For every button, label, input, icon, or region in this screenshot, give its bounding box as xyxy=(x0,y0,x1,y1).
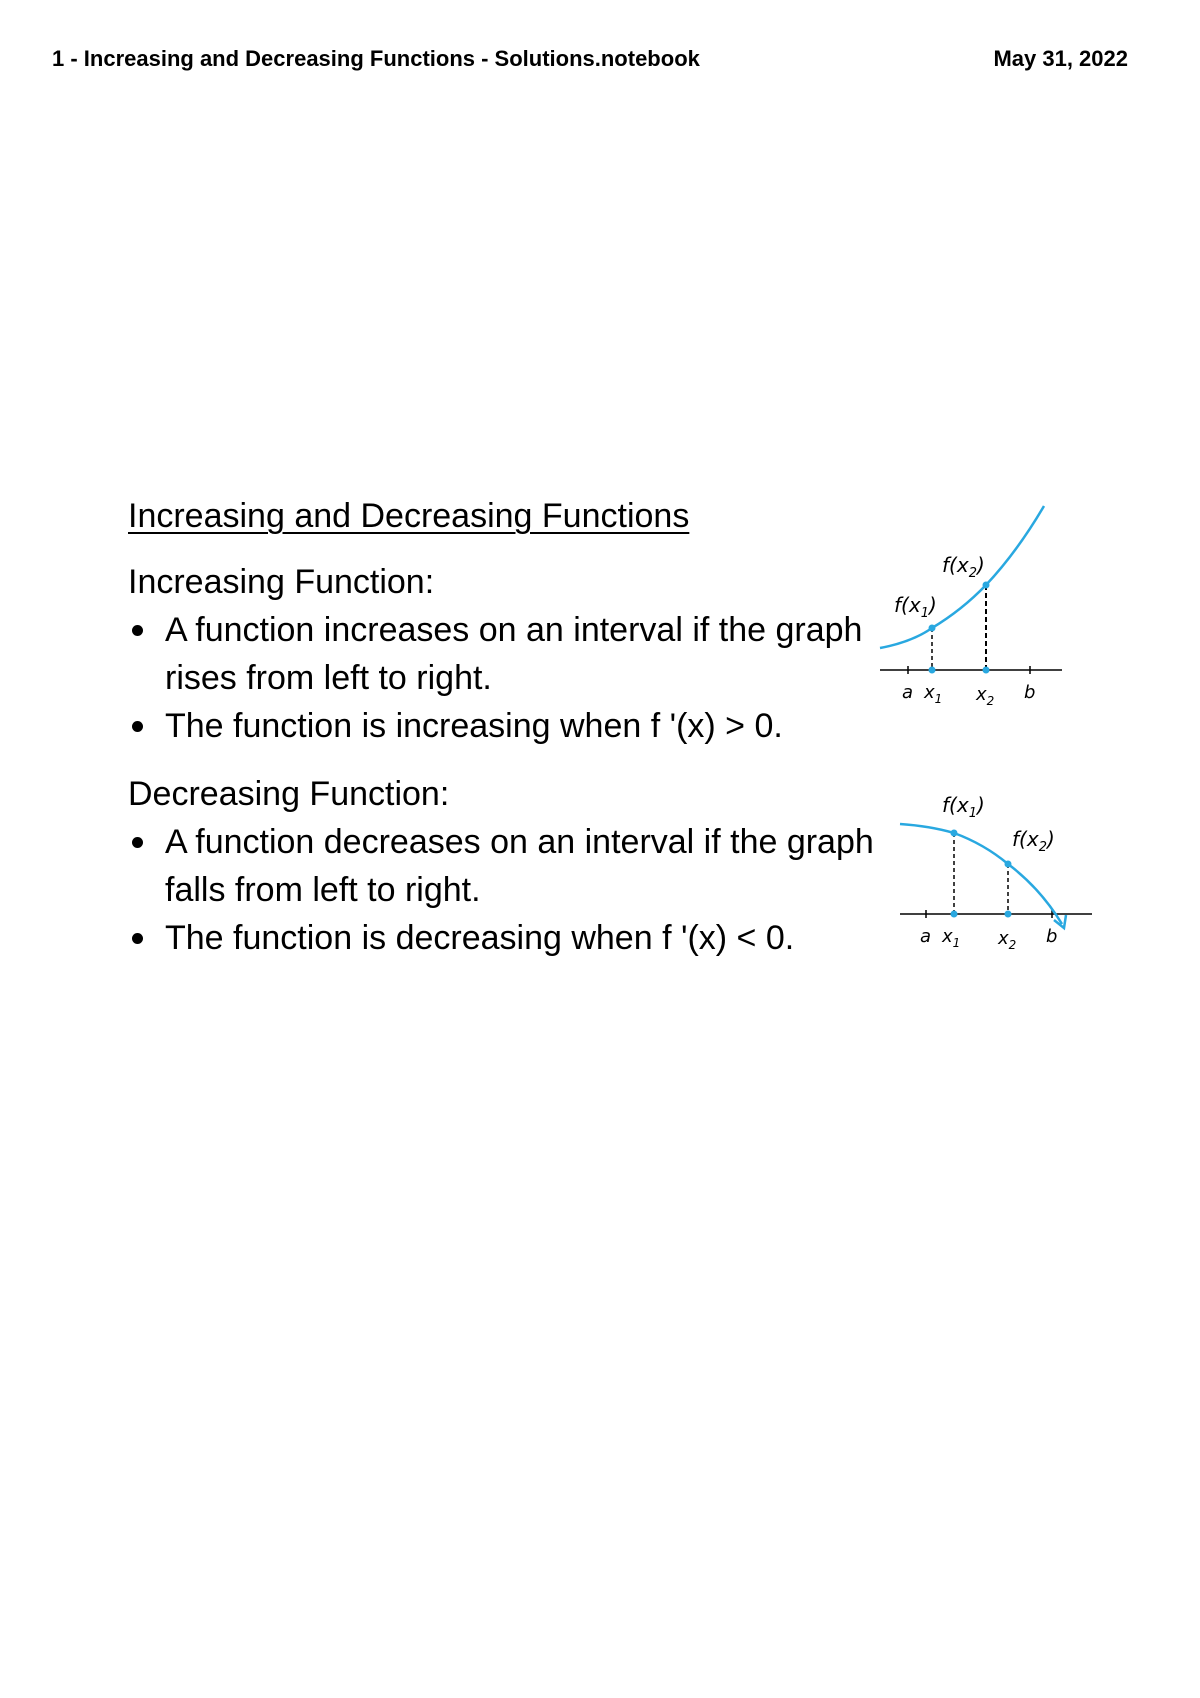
label-x2: $x_2$ xyxy=(998,928,1017,952)
notes-content xyxy=(128,492,888,962)
list-item xyxy=(128,702,888,750)
bullet-text: A function increases on an interval if the graph rises from left to right. xyxy=(165,611,863,697)
bullet-icon xyxy=(132,721,143,732)
point-x1 xyxy=(929,667,936,674)
label-x1: $x_1$ xyxy=(924,682,943,706)
decreasing-function-graph xyxy=(892,790,1104,960)
label-fx1: $f(x_1)$ xyxy=(894,593,937,621)
point-x1 xyxy=(951,911,958,918)
label-a: a xyxy=(902,682,914,703)
point-fx1 xyxy=(951,830,958,837)
list-item xyxy=(128,818,888,914)
point-fx1 xyxy=(929,625,936,632)
point-x2 xyxy=(1005,911,1012,918)
decreasing-heading: Decreasing Function: xyxy=(128,775,450,813)
notebook-date: May 31, 2022 xyxy=(993,46,1128,71)
bullet-text: The function is decreasing when f '(x) < 0. xyxy=(165,919,795,957)
increasing-function-graph xyxy=(872,496,1072,716)
bullet-text: The function is increasing when f '(x) > 0. xyxy=(165,707,783,745)
decreasing-bullet-list xyxy=(128,818,888,962)
increasing-bullet-list xyxy=(128,606,888,750)
bullet-icon xyxy=(132,933,143,944)
label-fx2: $f(x_2)$ xyxy=(942,553,985,581)
list-item xyxy=(128,606,888,702)
bullet-icon xyxy=(132,837,143,848)
section-spacer xyxy=(128,750,888,770)
increasing-curve xyxy=(880,506,1044,648)
bullet-text: A function decreases on an interval if the graph falls from left to right. xyxy=(165,823,874,909)
page-title: Increasing and Decreasing Functions xyxy=(128,497,690,535)
page-header xyxy=(52,46,1128,76)
point-x2 xyxy=(983,667,990,674)
label-fx1: $f(x_1)$ xyxy=(942,793,985,821)
label-b: b xyxy=(1046,926,1058,947)
list-item xyxy=(128,914,888,962)
point-fx2 xyxy=(983,582,990,589)
increasing-heading: Increasing Function: xyxy=(128,563,435,601)
bullet-icon xyxy=(132,625,143,636)
label-fx2: $f(x_2)$ xyxy=(1012,827,1055,855)
label-x2: $x_2$ xyxy=(976,684,995,708)
label-x1: $x_1$ xyxy=(942,926,961,950)
notebook-title: 1 - Increasing and Decreasing Functions - Solutions.notebook xyxy=(52,46,700,71)
point-fx2 xyxy=(1005,861,1012,868)
label-b: b xyxy=(1024,682,1036,703)
label-a: a xyxy=(920,926,932,947)
